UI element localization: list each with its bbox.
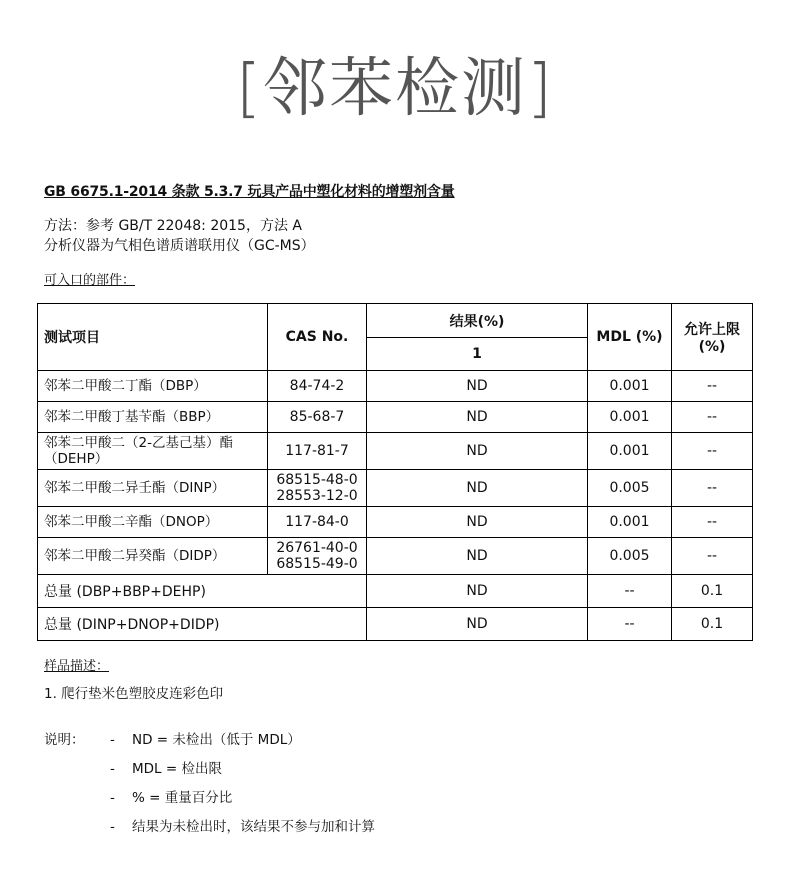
note-dash: - (110, 761, 115, 777)
note-item (110, 757, 222, 777)
table-row (38, 433, 753, 470)
row-result: ND (367, 538, 588, 575)
standard-title: GB 6675.1-2014 条款 5.3.7 玩具产品中塑化材料的增塑剂含量 (44, 184, 455, 200)
total-mdl: -- (588, 575, 672, 608)
results-table (37, 303, 753, 641)
table-row (38, 371, 753, 402)
note-text: % = 重量百分比 (132, 790, 233, 806)
row-name: 邻苯二甲酸二异壬酯（DINP） (38, 470, 268, 507)
note-text: MDL = 检出限 (132, 761, 222, 777)
table-row (38, 402, 753, 433)
total-result: ND (367, 575, 588, 608)
header-limit: 允许上限 (%) (672, 304, 753, 371)
total-name: 总量 (DINP+DNOP+DIDP) (38, 608, 367, 641)
total-name: 总量 (DBP+BBP+DEHP) (38, 575, 367, 608)
table-row (38, 538, 753, 575)
row-result: ND (367, 470, 588, 507)
row-limit: -- (672, 470, 753, 507)
row-result: ND (367, 402, 588, 433)
method-line: 方法：参考 GB/T 22048: 2015，方法 A (44, 218, 302, 234)
note-dash: - (110, 732, 115, 748)
row-name: 邻苯二甲酸二丁酯（DBP） (38, 371, 268, 402)
row-cas: 117-81-7 (268, 433, 367, 470)
row-cas: 117-84-0 (268, 507, 367, 538)
note-item (110, 815, 375, 835)
row-name: 邻苯二甲酸二辛酯（DNOP） (38, 507, 268, 538)
row-cas: 85-68-7 (268, 402, 367, 433)
row-result: ND (367, 371, 588, 402)
row-name: 邻苯二甲酸二异癸酯（DIDP） (38, 538, 268, 575)
page-title: [邻苯检测] (236, 52, 554, 126)
instrument-line: 分析仪器为气相色谱质谱联用仪（GC-MS） (44, 238, 315, 254)
note-dash: - (110, 790, 115, 806)
row-cas: 26761-40-0 68515-49-0 (268, 538, 367, 575)
table-total-row (38, 575, 753, 608)
total-limit: 0.1 (672, 575, 753, 608)
header-cas: CAS No. (268, 304, 367, 371)
header-result-sample: 1 (367, 338, 588, 371)
row-cas: 84-74-2 (268, 371, 367, 402)
row-mdl: 0.001 (588, 433, 672, 470)
row-limit: -- (672, 433, 753, 470)
row-name: 邻苯二甲酸二（2-乙基己基）酯（DEHP） (38, 433, 268, 470)
table-header-row (38, 304, 753, 338)
header-result: 结果(%) (367, 304, 588, 338)
row-result: ND (367, 433, 588, 470)
table-row (38, 470, 753, 507)
notes-label: 说明： (44, 732, 85, 748)
row-mdl: 0.005 (588, 470, 672, 507)
total-mdl: -- (588, 608, 672, 641)
note-text: 结果为未检出时，该结果不参与加和计算 (132, 819, 375, 835)
row-mdl: 0.005 (588, 538, 672, 575)
sample-description-item: 1. 爬行垫米色塑胶皮连彩色印 (44, 686, 224, 702)
note-item (110, 728, 301, 748)
table-row (38, 507, 753, 538)
note-text: ND = 未检出（低于 MDL） (132, 732, 301, 748)
row-mdl: 0.001 (588, 507, 672, 538)
accessible-parts-label: 可入口的部件： (44, 273, 136, 288)
note-dash: - (110, 819, 115, 835)
header-mdl: MDL (%) (588, 304, 672, 371)
row-cas: 68515-48-0 28553-12-0 (268, 470, 367, 507)
row-limit: -- (672, 538, 753, 575)
row-mdl: 0.001 (588, 371, 672, 402)
header-item: 测试项目 (38, 304, 268, 371)
row-name: 邻苯二甲酸丁基苄酯（BBP） (38, 402, 268, 433)
sample-description-label: 样品描述： (44, 659, 110, 674)
total-limit: 0.1 (672, 608, 753, 641)
row-limit: -- (672, 371, 753, 402)
row-limit: -- (672, 507, 753, 538)
row-mdl: 0.001 (588, 402, 672, 433)
total-result: ND (367, 608, 588, 641)
table-total-row (38, 608, 753, 641)
row-limit: -- (672, 402, 753, 433)
row-result: ND (367, 507, 588, 538)
note-item (110, 786, 232, 806)
